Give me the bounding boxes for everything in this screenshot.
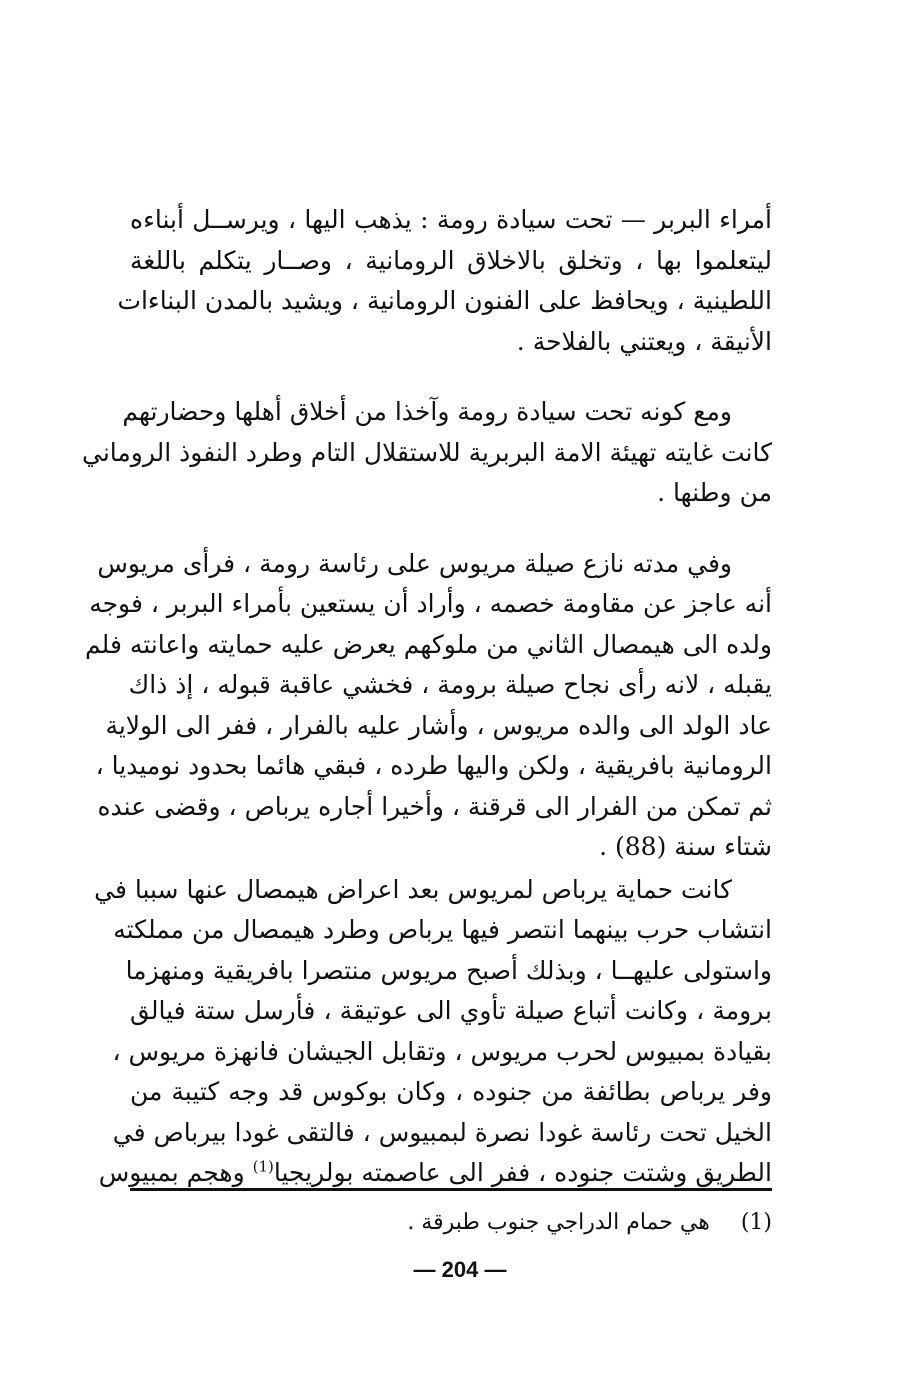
text-line: اللطينية ، ويحافظ على الفنون الرومانية ، ويشيد بالمدن البناءات — [117, 286, 772, 315]
text-line: كانت غايته تهيئة الامة البربرية للاستقلال التام وطرد النفوذ الروماني — [81, 437, 772, 467]
footnote-text: هي حمام الدراجي جنوب طبرقة . — [407, 1210, 710, 1235]
text-line: شتاء سنة (88) . — [599, 832, 772, 861]
text-line: واستولى عليهــا ، وبذلك أصبح مريوس منتصرا بافريقية ومنهزما — [125, 955, 772, 985]
footnote-reference: (1) — [252, 1157, 274, 1176]
paragraph-3 — [85, 544, 772, 868]
text-line: ثم تمكن من الفرار الى قرقنة ، وأخيرا أجاره يرباص ، وقضى عنده — [97, 791, 772, 821]
text-line: عاد الولد الى والده مريوس ، وأشار عليه بالفرار ، ففر الى الولاية — [105, 710, 772, 740]
line-text: وهجم بمبيوس — [98, 1158, 253, 1187]
page-number: — 204 — — [413, 1257, 507, 1282]
text-line: أنه عاجز عن مقاومة خصمه ، وأراد أن يستعين بأمراء البربر ، فوجه — [89, 589, 772, 618]
line-text: الطريق وشتت جنوده ، ففر الى عاصمته بولريجيا — [273, 1158, 772, 1187]
footnote-divider — [130, 1188, 772, 1191]
text-line: يقبله ، لانه رأى نجاح صيلة برومة ، فخشي عاقبة قبوله ، إذ ذاك — [128, 670, 772, 699]
text-line: انتشاب حرب بينهما انتصر فيها يرباص وطرد هيمصال من مملكته — [113, 915, 772, 944]
text-line: أمراء البربر — تحت سيادة رومة : يذهب اليها ، ويرســل أبناءه — [130, 205, 772, 234]
text-line: الرومانية بافريقية ، ولكن واليها طرده ، فبقي هائما بحدود نوميديا ، — [95, 751, 772, 780]
text-line: ومع كونه تحت سيادة رومة وآخذا من أخلاق أهلها وحضارتهم — [122, 397, 732, 426]
text-line: الأنيقة ، ويعتني بالفلاحة . — [516, 326, 772, 356]
text-line: الخيل تحت رئاسة غودا نصرة لبمبيوس ، فالتقى غودا بيرباص في — [112, 1117, 772, 1147]
footnote-mark: (1) — [740, 1210, 772, 1235]
paragraph-4 — [94, 870, 772, 1194]
footnote — [130, 1206, 772, 1240]
body-text — [81, 200, 772, 1224]
text-line: من وطنها . — [657, 478, 772, 507]
text-line: بقيادة بمبيوس لحرب مريوس ، وتقابل الجيشان فانهزة مريوس ، — [112, 1036, 772, 1066]
text-line: ولده الى هيمصال الثاني من ملوكهم يعرض عليه حمايته واعانته فلم — [85, 629, 772, 659]
paragraph-2 — [81, 392, 772, 514]
text-line: وفي مدته نازع صيلة مريوس على رئاسة رومة ، فرأى مريوس — [97, 548, 732, 578]
text-line: برومة ، وكانت أتباع صيلة تأوي الى عوتيقة ، فأرسل ستة فيالق — [130, 996, 772, 1025]
text-line: وفر يرباص بطائفة من جنوده ، وكان بوكوس قد وجه كتيبة من — [130, 1077, 772, 1106]
text-line: ليتعلموا بها ، وتخلق بالاخلاق الرومانية ، وصــار يتكلم باللغة — [130, 245, 772, 275]
paragraph-1 — [117, 200, 772, 362]
text-line: كانت حماية يرباص لمريوس بعد اعراض هيمصال عنها سببا في — [94, 874, 732, 904]
